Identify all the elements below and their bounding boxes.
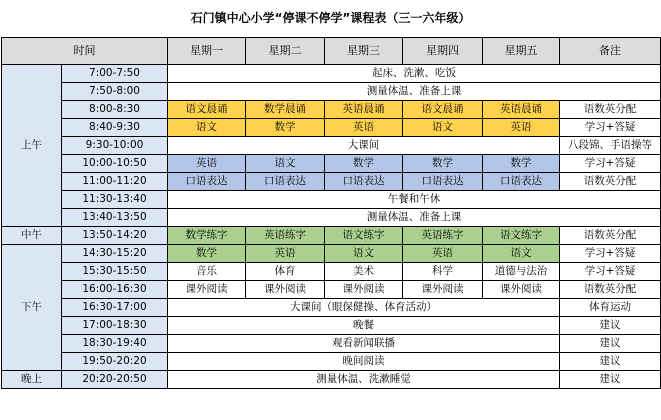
class-cell: 音乐 bbox=[168, 263, 246, 281]
class-cell: 语文练字 bbox=[483, 227, 560, 245]
class-cell: 数学 bbox=[325, 155, 403, 173]
header-day: 星期二 bbox=[246, 38, 325, 65]
class-cell: 英语晨诵 bbox=[325, 101, 403, 119]
class-cell: 英语练字 bbox=[246, 227, 325, 245]
time-cell: 15:30-15:50 bbox=[62, 263, 168, 281]
activity-cell: 大课间（眼保健操、体育活动） bbox=[168, 299, 560, 317]
note-cell: 学习+答疑 bbox=[560, 245, 661, 263]
period-label: 晚上 bbox=[2, 371, 62, 389]
class-cell: 口语表达 bbox=[325, 173, 403, 191]
activity-cell: 起床、洗漱、吃饭 bbox=[168, 65, 661, 83]
note-cell: 建议 bbox=[560, 371, 661, 389]
class-cell: 科学 bbox=[403, 263, 483, 281]
note-cell: 语数英分配 bbox=[560, 227, 661, 245]
schedule-row bbox=[2, 191, 661, 209]
activity-cell: 测量体温、洗漱睡觉 bbox=[168, 371, 560, 389]
schedule-row bbox=[2, 299, 661, 317]
header-note: 备注 bbox=[560, 38, 661, 65]
time-cell: 19:50-20:20 bbox=[62, 353, 168, 371]
time-cell: 16:00-16:30 bbox=[62, 281, 168, 299]
class-cell: 课外阅读 bbox=[168, 281, 246, 299]
class-cell: 语文 bbox=[403, 119, 483, 137]
note-cell: 学习+答疑 bbox=[560, 119, 661, 137]
note-cell: 八段锦、手语操等 bbox=[560, 137, 661, 155]
time-cell: 11:30-13:40 bbox=[62, 191, 168, 209]
note-cell: 学习+答疑 bbox=[560, 155, 661, 173]
header-day: 星期一 bbox=[168, 38, 246, 65]
class-cell: 英语 bbox=[325, 119, 403, 137]
class-cell: 语文 bbox=[325, 245, 403, 263]
header-row bbox=[2, 38, 661, 65]
note-cell: 语数英分配 bbox=[560, 173, 661, 191]
class-cell: 数学晨诵 bbox=[246, 101, 325, 119]
class-cell: 课外阅读 bbox=[325, 281, 403, 299]
schedule-row bbox=[2, 101, 661, 119]
class-cell: 语文 bbox=[483, 245, 560, 263]
time-cell: 10:00-10:50 bbox=[62, 155, 168, 173]
class-cell: 口语表达 bbox=[168, 173, 246, 191]
header-time: 时间 bbox=[2, 38, 168, 65]
class-cell: 口语表达 bbox=[483, 173, 560, 191]
schedule-row bbox=[2, 227, 661, 245]
time-cell: 9:30-10:00 bbox=[62, 137, 168, 155]
class-cell: 英语 bbox=[483, 119, 560, 137]
class-cell: 数学 bbox=[246, 119, 325, 137]
activity-cell: 晚餐 bbox=[168, 317, 560, 335]
class-cell: 课外阅读 bbox=[483, 281, 560, 299]
time-cell: 7:00-7:50 bbox=[62, 65, 168, 83]
period-label: 下午 bbox=[2, 245, 62, 371]
period-label: 中午 bbox=[2, 227, 62, 245]
note-cell: 建议 bbox=[560, 353, 661, 371]
class-cell: 道德与法治 bbox=[483, 263, 560, 281]
schedule-row bbox=[2, 173, 661, 191]
time-cell: 17:00-18:30 bbox=[62, 317, 168, 335]
schedule-row bbox=[2, 83, 661, 101]
time-cell: 14:30-15:20 bbox=[62, 245, 168, 263]
class-cell: 英语 bbox=[403, 245, 483, 263]
note-cell: 学习+答疑 bbox=[560, 263, 661, 281]
note-cell: 语数英分配 bbox=[560, 281, 661, 299]
class-cell: 数学 bbox=[483, 155, 560, 173]
note-cell: 语数英分配 bbox=[560, 101, 661, 119]
period-label: 上午 bbox=[2, 65, 62, 227]
class-cell: 课外阅读 bbox=[403, 281, 483, 299]
class-cell: 口语表达 bbox=[246, 173, 325, 191]
activity-cell: 大课间 bbox=[168, 137, 560, 155]
schedule-row bbox=[2, 65, 661, 83]
activity-cell: 测量体温、准备上课 bbox=[168, 83, 661, 101]
class-cell: 英语 bbox=[168, 155, 246, 173]
time-cell: 20:20-20:50 bbox=[62, 371, 168, 389]
class-cell: 数学 bbox=[168, 245, 246, 263]
schedule-row bbox=[2, 245, 661, 263]
note-cell: 建议 bbox=[560, 335, 661, 353]
time-cell: 16:30-17:00 bbox=[62, 299, 168, 317]
class-cell: 语文 bbox=[168, 119, 246, 137]
activity-cell: 午餐和午休 bbox=[168, 191, 661, 209]
time-cell: 18:30-19:40 bbox=[62, 335, 168, 353]
activity-cell: 测量体温、准备上课 bbox=[168, 209, 661, 227]
schedule-row bbox=[2, 263, 661, 281]
time-cell: 7:50-8:00 bbox=[62, 83, 168, 101]
class-cell: 英语练字 bbox=[403, 227, 483, 245]
time-cell: 11:00-11:20 bbox=[62, 173, 168, 191]
class-cell: 数学练字 bbox=[168, 227, 246, 245]
class-cell: 课外阅读 bbox=[246, 281, 325, 299]
time-cell: 13:40-13:50 bbox=[62, 209, 168, 227]
schedule-row bbox=[2, 335, 661, 353]
class-cell: 数学 bbox=[403, 155, 483, 173]
schedule-table bbox=[1, 37, 661, 389]
class-cell: 语文练字 bbox=[325, 227, 403, 245]
class-cell: 英语晨诵 bbox=[483, 101, 560, 119]
schedule-row bbox=[2, 317, 661, 335]
class-cell: 口语表达 bbox=[403, 173, 483, 191]
schedule-row bbox=[2, 281, 661, 299]
time-cell: 8:40-9:30 bbox=[62, 119, 168, 137]
class-cell: 美术 bbox=[325, 263, 403, 281]
activity-cell: 晚间阅读 bbox=[168, 353, 560, 371]
time-cell: 13:50-14:20 bbox=[62, 227, 168, 245]
schedule-row bbox=[2, 353, 661, 371]
schedule-row bbox=[2, 137, 661, 155]
header-day: 星期四 bbox=[403, 38, 483, 65]
schedule-row bbox=[2, 371, 661, 389]
class-cell: 语文 bbox=[246, 155, 325, 173]
time-cell: 8:00-8:30 bbox=[62, 101, 168, 119]
header-day: 星期三 bbox=[325, 38, 403, 65]
class-cell: 语文晨诵 bbox=[403, 101, 483, 119]
class-cell: 体育 bbox=[246, 263, 325, 281]
schedule-row bbox=[2, 119, 661, 137]
class-cell: 语文晨诵 bbox=[168, 101, 246, 119]
note-cell: 建议 bbox=[560, 317, 661, 335]
class-cell: 英语 bbox=[246, 245, 325, 263]
schedule-row bbox=[2, 209, 661, 227]
activity-cell: 观看新闻联播 bbox=[168, 335, 560, 353]
schedule-row bbox=[2, 155, 661, 173]
page-title: 石门镇中心小学“停课不停学”课程表（三一六年级） bbox=[190, 11, 471, 25]
header-day: 星期五 bbox=[483, 38, 560, 65]
note-cell: 体育运动 bbox=[560, 299, 661, 317]
